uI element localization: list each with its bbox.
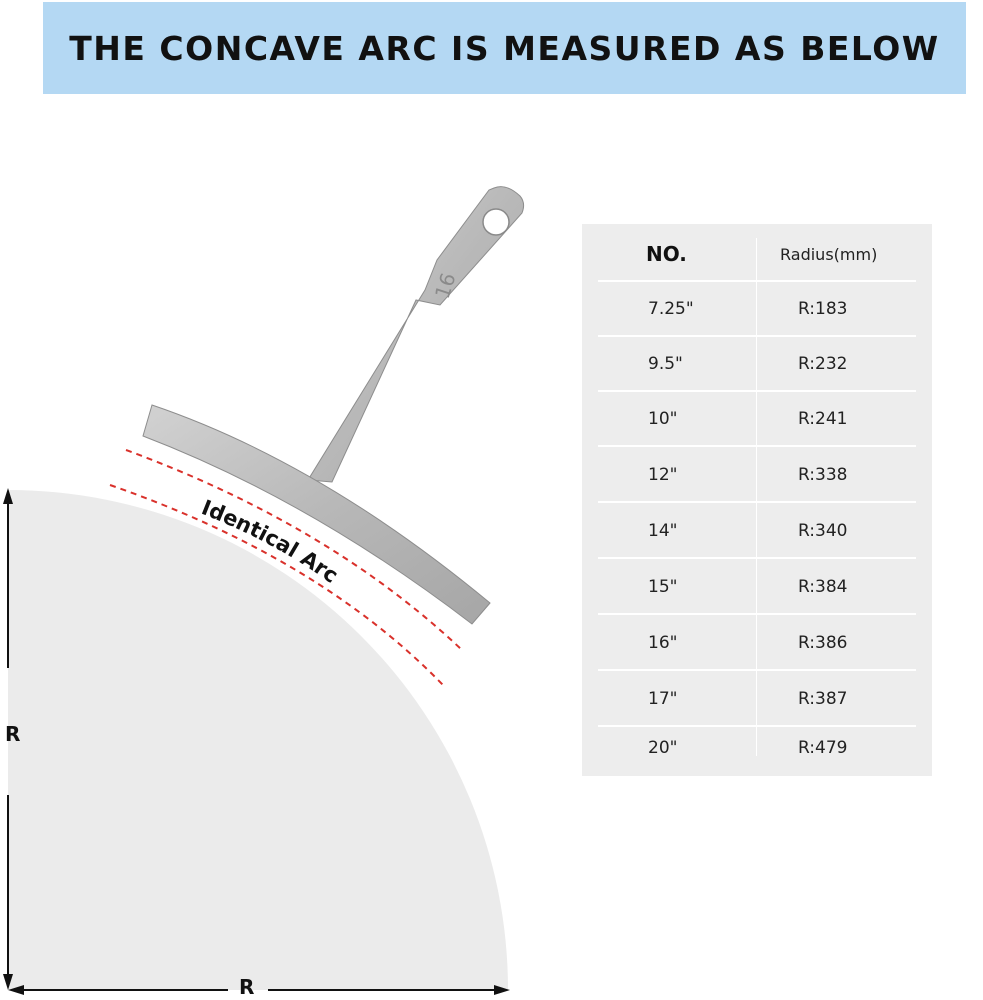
size-cell: 20"	[648, 738, 678, 758]
size-cell: 17"	[648, 689, 678, 709]
table-header-row	[582, 226, 932, 282]
header-no: NO.	[646, 242, 687, 266]
radius-cell: R:384	[798, 577, 848, 597]
radius-cell: R:387	[798, 689, 848, 709]
size-cell: 9.5"	[648, 354, 683, 374]
vertical-radius-label: R	[5, 722, 21, 746]
tool-engraving: 16	[429, 269, 461, 302]
table-row	[582, 391, 932, 447]
table-row	[582, 447, 932, 503]
identical-arc-label: Identical Arc	[198, 495, 343, 588]
radius-cell: R:232	[798, 354, 848, 374]
header-radius: Radius(mm)	[780, 244, 878, 264]
radius-table	[582, 224, 932, 776]
table-row	[582, 671, 932, 727]
table-row	[582, 281, 932, 337]
size-cell: 12"	[648, 465, 678, 485]
radius-cell: R:183	[798, 299, 848, 319]
table-row	[582, 503, 932, 559]
size-cell: 16"	[648, 633, 678, 653]
size-cell: 15"	[648, 577, 678, 597]
banner-title: THE CONCAVE ARC IS MEASURED AS BELOW	[69, 28, 940, 68]
table-row	[582, 615, 932, 671]
hanging-hole	[483, 209, 509, 235]
table-row	[582, 559, 932, 615]
table-row	[582, 336, 932, 392]
radius-cell: R:386	[798, 633, 848, 653]
radius-cell: R:241	[798, 409, 848, 429]
size-cell: 14"	[648, 521, 678, 541]
horizontal-radius-label: R	[239, 975, 255, 999]
radius-cell: R:479	[798, 738, 848, 758]
size-cell: 7.25"	[648, 299, 694, 319]
radius-cell: R:340	[798, 521, 848, 541]
radius-cell: R:338	[798, 465, 848, 485]
table-row	[582, 720, 932, 776]
size-cell: 10"	[648, 409, 678, 429]
